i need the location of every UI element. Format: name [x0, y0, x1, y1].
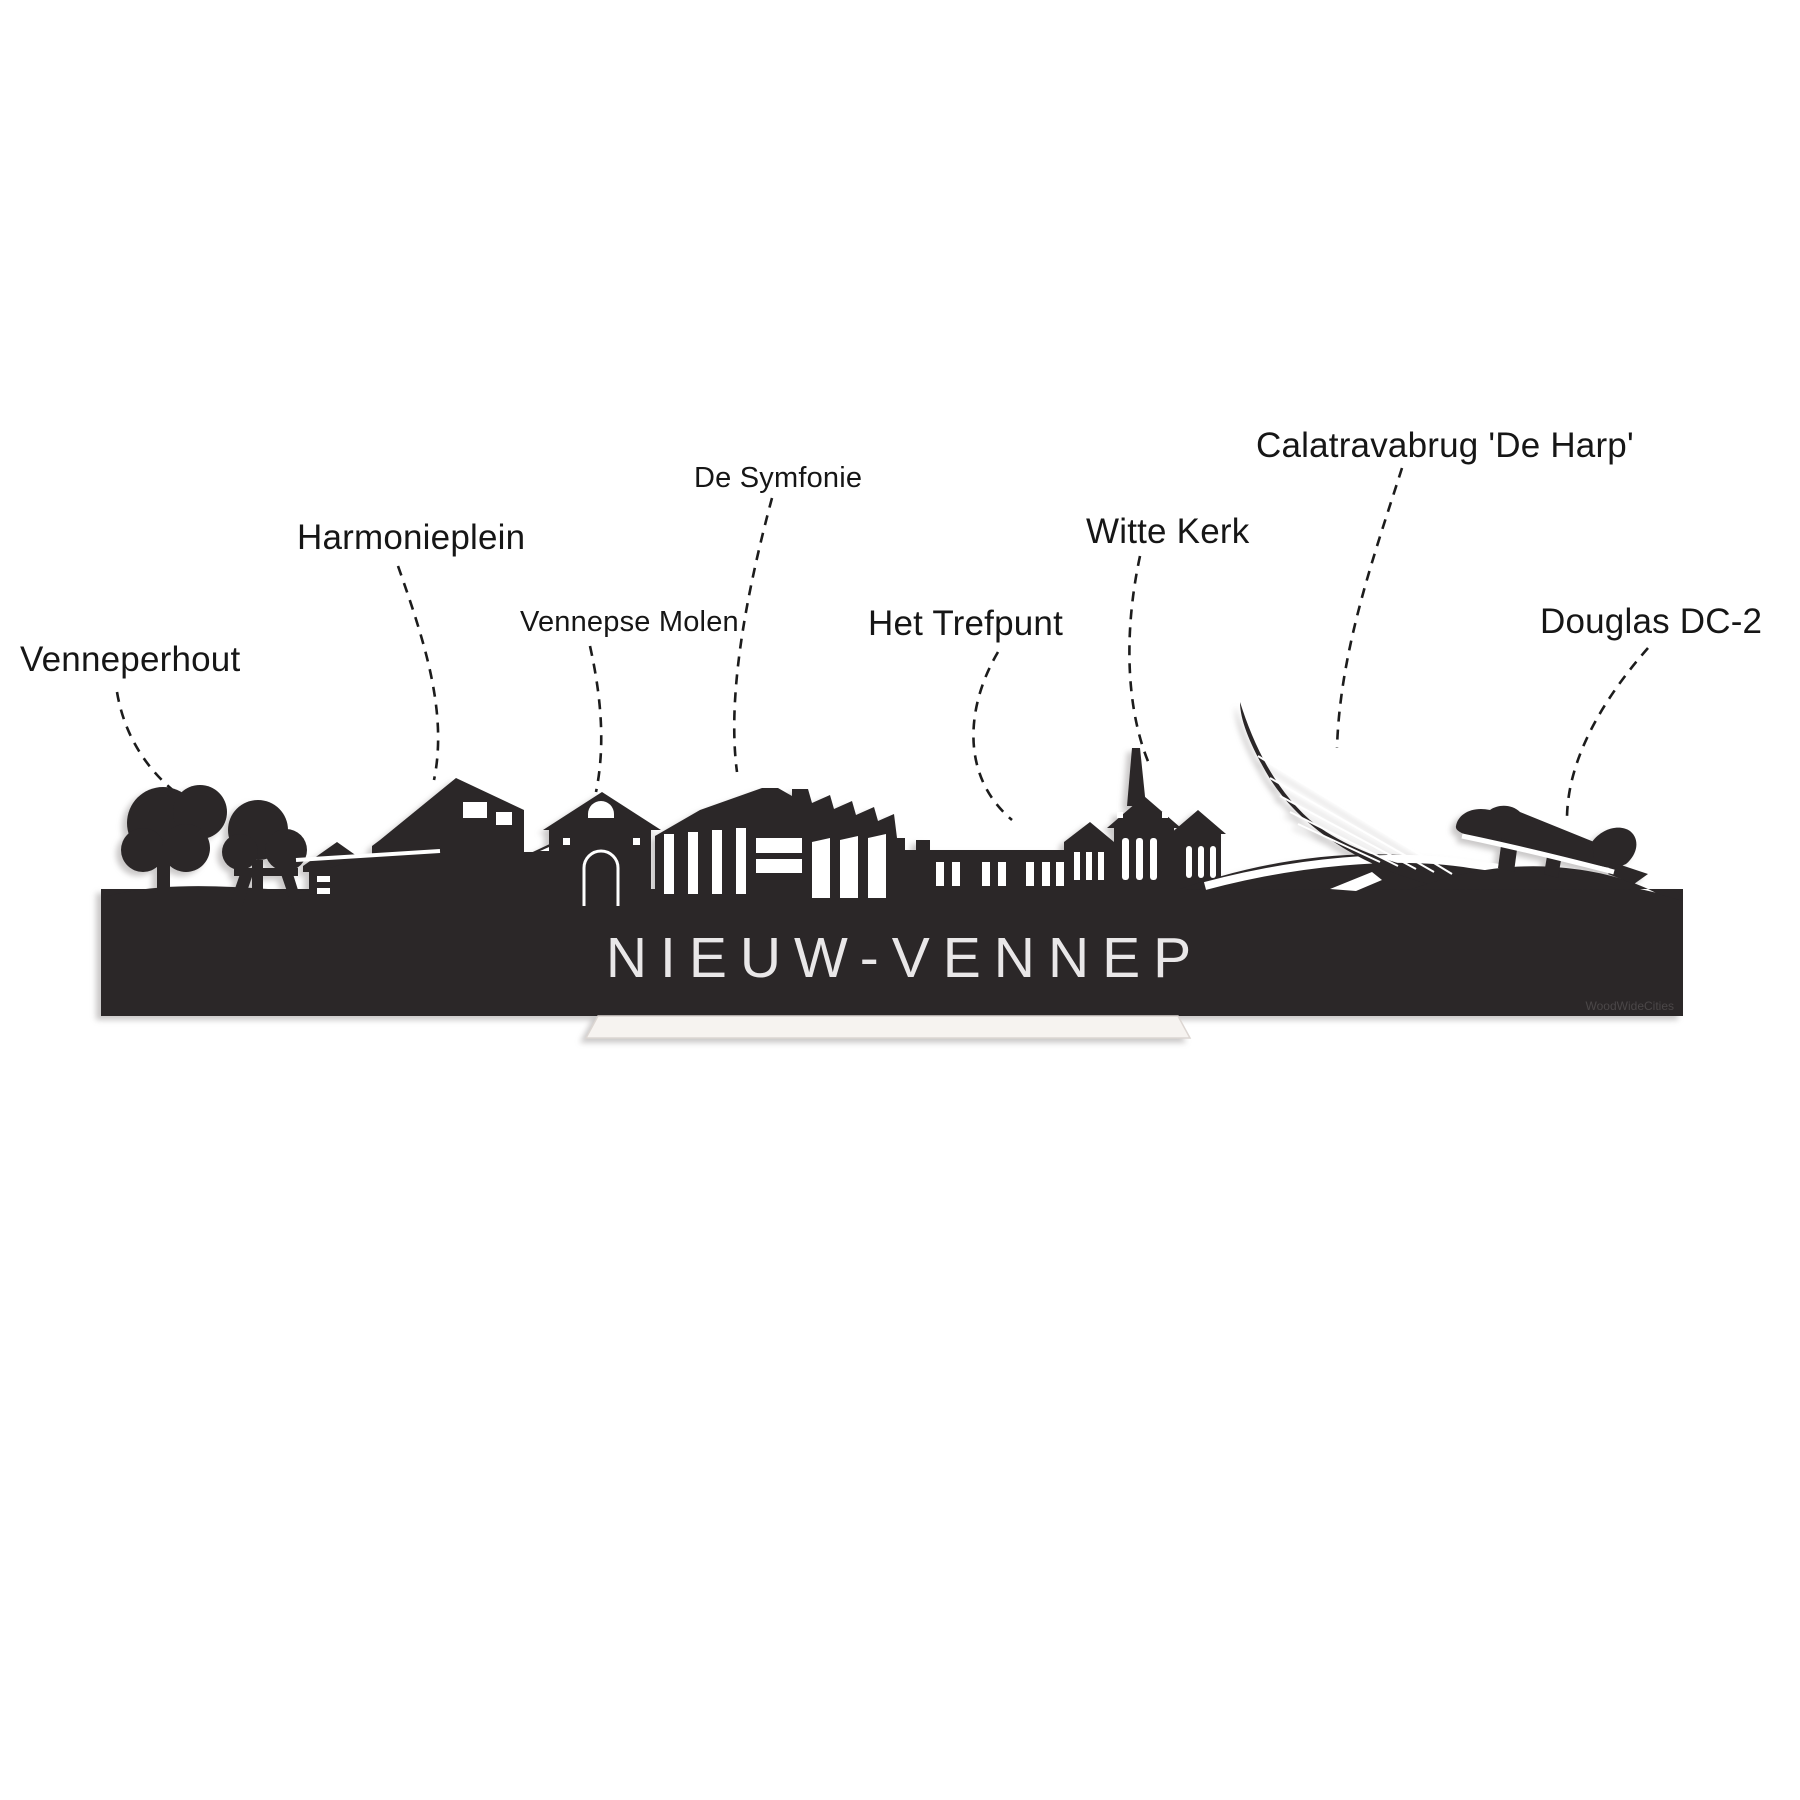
label-witte-kerk: Witte Kerk: [1086, 512, 1250, 551]
label-harmonieplein: Harmonieplein: [297, 518, 526, 557]
label-vennepse-molen: Vennepse Molen: [520, 606, 739, 638]
label-venneperhout: Venneperhout: [20, 640, 241, 679]
display-stand: [586, 1016, 1190, 1038]
label-het-trefpunt: Het Trefpunt: [868, 604, 1064, 643]
label-douglas-dc2: Douglas DC-2: [1540, 602, 1763, 641]
vennepse-molen-building: [543, 792, 661, 906]
het-trefpunt-building: [905, 840, 1064, 906]
label-de-symfonie: De Symfonie: [694, 462, 863, 494]
label-calatravabrug: Calatravabrug 'De Harp': [1256, 426, 1634, 465]
watermark-text: WoodWideCities: [1585, 999, 1674, 1013]
city-name-text: NIEUW-VENNEP: [605, 926, 1205, 990]
de-symfonie-building: [655, 788, 905, 906]
